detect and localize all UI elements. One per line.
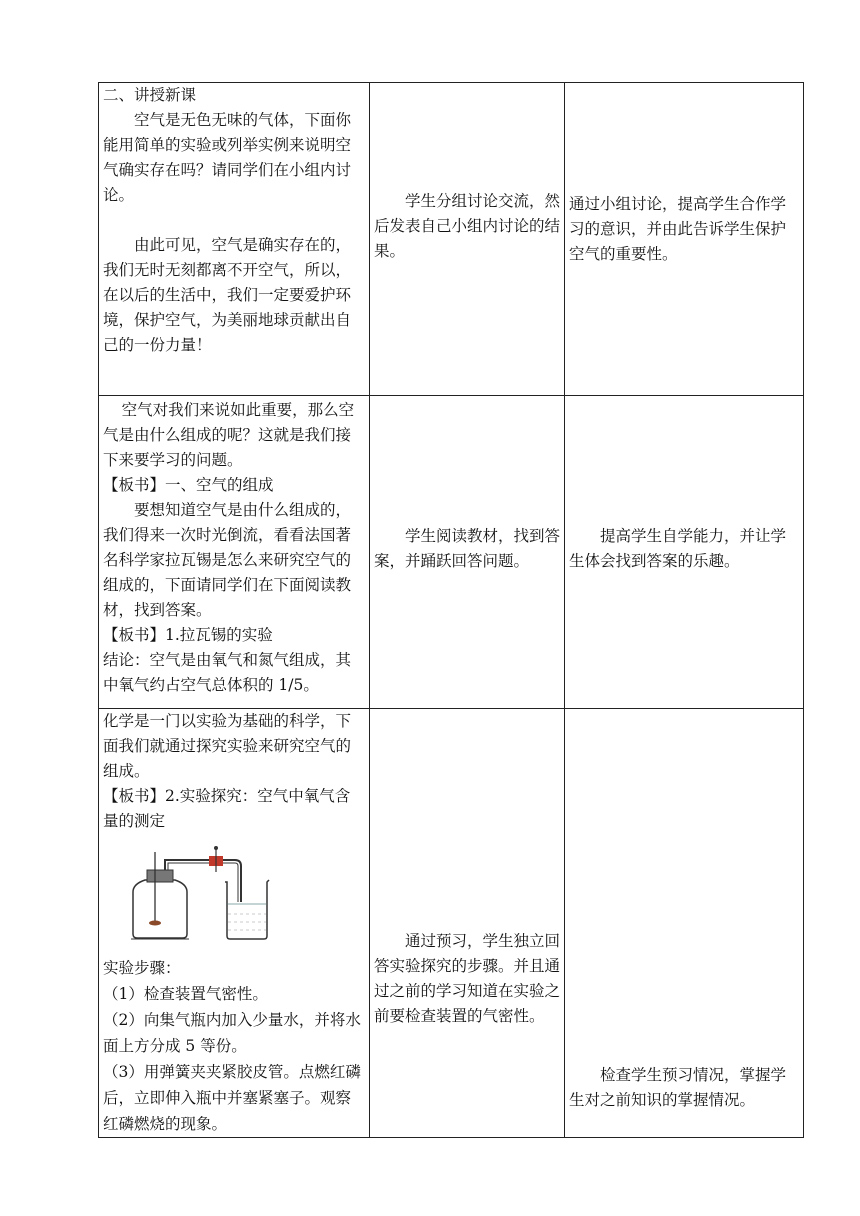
- step-item: （3）用弹簧夹夹紧胶皮管。点燃红磷后，立即伸入瓶中并塞紧塞子。观察红磷燃烧的现象。: [103, 1063, 361, 1133]
- paragraph: 由此可见，空气是确实存在的，我们无时无刻都离不开空气，所以，在以后的生活中，我们一定要爱护环境，保护空气，为美丽地球贡献出自己的一份力量！: [103, 236, 352, 354]
- paragraph: 要想知道空气是由什么组成的，我们得来一次时光倒流，看看法国著名科学家拉瓦锡是怎么来研究空气的组成的，下面请同学们在下面阅读教材，找到答案。: [103, 501, 352, 619]
- board-heading: 【板书】一、空气的组成: [103, 476, 274, 494]
- student-activity-cell: [370, 709, 565, 1138]
- paragraph: 通过小组讨论，提高学生合作学习的意识，并由此告诉学生保护空气的重要性。: [569, 194, 787, 263]
- paragraph: 空气对我们来说如此重要，那么空气是由什么组成的呢？这就是我们接下来要学习的问题。: [103, 401, 355, 469]
- paragraph: 检查学生预习情况，掌握学生对之前知识的掌握情况。: [569, 1066, 787, 1109]
- table-row: [99, 83, 804, 396]
- table-row: [99, 396, 804, 709]
- table-row: [99, 709, 804, 1138]
- board-heading: 【板书】1.拉瓦锡的实验: [103, 626, 273, 644]
- conclusion-text: 结论：空气是由氧气和氮气组成，其中氧气约占空气总体积的 1/5。: [103, 651, 352, 694]
- design-intent-cell: [565, 83, 804, 396]
- step-item: （2）向集气瓶内加入少量水，并将水面上方分成 5 等份。: [103, 1011, 361, 1055]
- student-activity-cell: [370, 396, 565, 709]
- paragraph: 空气是无色无味的气体，下面你能用简单的实验或列举实例来说明空气确实存在吗？请同学们在小组内讨论。: [103, 111, 352, 204]
- paragraph: 提高学生自学能力，并让学生体会找到答案的乐趣。: [569, 527, 787, 570]
- paragraph: 学生分组讨论交流，然后发表自己小组内讨论的结果。: [374, 191, 561, 260]
- spacer: [103, 208, 365, 233]
- design-intent-cell: [565, 709, 804, 1138]
- teacher-activity-cell: [99, 83, 370, 396]
- student-activity-cell: [370, 83, 565, 396]
- oxygen-measurement-apparatus-diagram: [125, 842, 275, 942]
- section-heading: 二、讲授新课: [103, 86, 197, 104]
- teacher-activity-cell: [99, 709, 370, 1138]
- paragraph: 通过预习，学生独立回答实验探究的步骤。并且通过之前的学习知道在实验之前要检查装置的气密性。: [374, 932, 561, 1025]
- board-heading: 【板书】2.实验探究：空气中氧气含量的测定: [103, 787, 351, 830]
- lesson-plan-table: [98, 82, 804, 1138]
- step-item: （1）检查装置气密性。: [103, 985, 268, 1003]
- design-intent-cell: [565, 396, 804, 709]
- paragraph: 学生阅读教材，找到答案，并踊跃回答问题。: [374, 527, 561, 570]
- steps-heading: 实验步骤：: [103, 959, 181, 977]
- paragraph: 化学是一门以实验为基础的科学，下面我们就通过探究实验来研究空气的组成。: [103, 712, 352, 780]
- teacher-activity-cell: [99, 396, 370, 709]
